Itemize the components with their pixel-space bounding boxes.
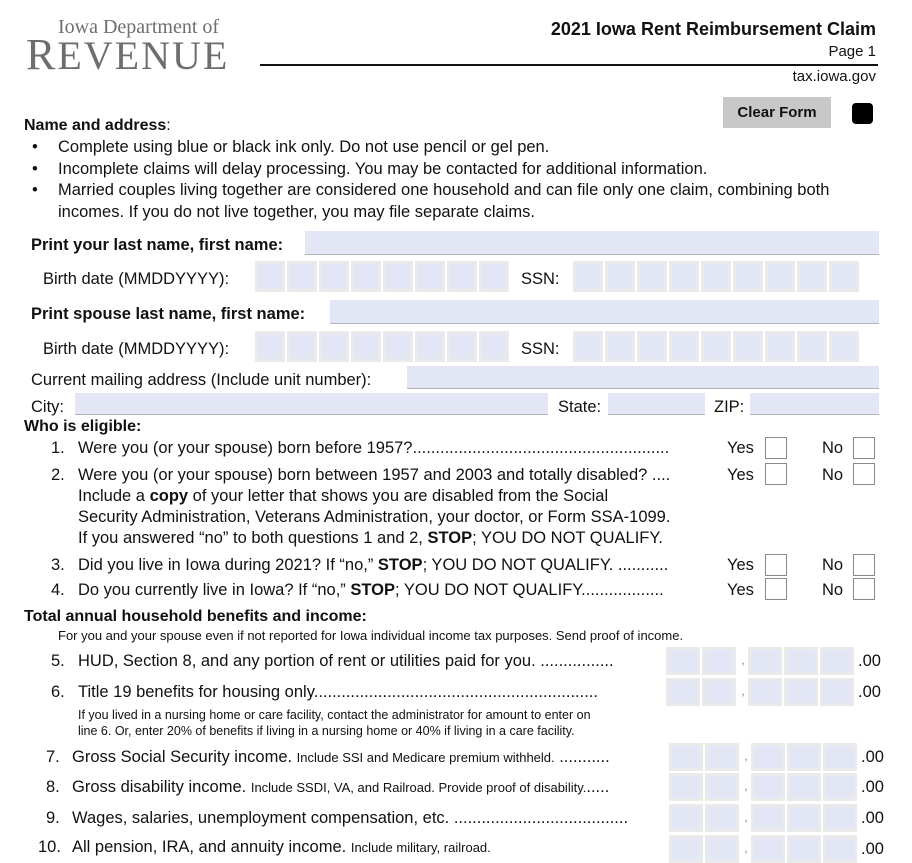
digit-box[interactable] <box>383 331 413 362</box>
amount-box[interactable] <box>702 678 736 706</box>
thousands-separator: , <box>744 781 748 793</box>
question-3-number: 3. <box>51 556 65 574</box>
city-input[interactable] <box>75 393 548 415</box>
question-2-number: 2. <box>51 466 65 484</box>
instruction-item: • Incomplete claims will delay processing. You may be contacted for additional information. <box>30 159 890 181</box>
form-title: 2021 Iowa Rent Reimbursement Claim <box>550 19 876 39</box>
question-4-yes-label: Yes <box>727 581 754 599</box>
amount-box[interactable] <box>823 835 857 863</box>
instructions-list <box>30 137 890 223</box>
eligibility-heading: Who is eligible: <box>24 418 142 435</box>
header-divider <box>260 64 878 66</box>
spouse-ssn-label: SSN: <box>521 340 560 358</box>
line-9-number: 9. <box>46 809 60 827</box>
thousands-separator: , <box>744 812 748 824</box>
digit-box[interactable] <box>829 261 859 292</box>
digit-box[interactable] <box>287 261 317 292</box>
question-1-yes-checkbox[interactable] <box>765 437 787 459</box>
amount-box[interactable] <box>669 743 703 771</box>
amount-box[interactable] <box>787 743 821 771</box>
amount-box[interactable] <box>669 835 703 863</box>
digit-box[interactable] <box>605 331 635 362</box>
amount-box[interactable] <box>669 773 703 801</box>
amount-box[interactable] <box>751 773 785 801</box>
amount-box[interactable] <box>823 743 857 771</box>
your-name-label: Print your last name, first name: <box>31 236 284 254</box>
instruction-item: • Complete using blue or black ink only. Do not use pencil or gel pen. <box>30 137 890 159</box>
line-6-amount-input[interactable] <box>666 678 881 706</box>
zip-input[interactable] <box>750 393 879 415</box>
digit-box[interactable] <box>383 261 413 292</box>
question-2-note-3: If you answered “no” to both questions 1 and 2, STOP; YOU DO NOT QUALIFY. <box>78 529 663 547</box>
city-label: City: <box>31 398 64 416</box>
digit-box[interactable] <box>479 331 509 362</box>
website-text: tax.iowa.gov <box>792 68 876 85</box>
state-label: State: <box>558 398 602 416</box>
digit-box[interactable] <box>669 261 699 292</box>
mailing-address-input[interactable] <box>407 366 879 389</box>
birth-date-input[interactable] <box>255 261 509 292</box>
question-1-no-label: No <box>822 439 844 457</box>
amount-box[interactable] <box>823 804 857 832</box>
cents-label: .00 <box>861 747 884 766</box>
question-2-no-checkbox[interactable] <box>853 463 875 485</box>
line-6-note-1: If you lived in a nursing home or care facility, contact the administrator for amount to enter on <box>78 708 591 722</box>
digit-box[interactable] <box>415 261 445 292</box>
logo-revenue-initial: R <box>26 30 58 79</box>
digit-box[interactable] <box>733 261 763 292</box>
amount-box[interactable] <box>751 804 785 832</box>
cents-label: .00 <box>861 808 884 827</box>
line-5-text: HUD, Section 8, and any portion of rent or utilities paid for you. ................ <box>78 652 614 670</box>
amount-box[interactable] <box>669 804 703 832</box>
logo-revenue-rest: EVENUE <box>57 33 230 78</box>
amount-box[interactable] <box>702 647 736 675</box>
black-square-icon[interactable] <box>852 103 873 124</box>
question-4-yes-checkbox[interactable] <box>765 578 787 600</box>
page-number: Page 1 <box>828 43 876 60</box>
question-3-text: Did you live in Iowa during 2021? If “no,” STOP; YOU DO NOT QUALIFY. ........... <box>78 556 669 574</box>
cents-label: .00 <box>858 682 881 701</box>
line-5-amount-input[interactable] <box>666 647 881 675</box>
amount-box[interactable] <box>784 647 818 675</box>
name-address-heading: Name and address: <box>24 117 171 134</box>
spouse-name-input[interactable] <box>330 300 879 324</box>
digit-box[interactable] <box>797 331 827 362</box>
question-1-text: Were you (or your spouse) born before 1957?........................................................ <box>78 439 670 457</box>
line-8-text: Gross disability income. Include SSDI, VA, and Railroad. Provide proof of disability...... <box>72 778 610 796</box>
thousands-separator: , <box>741 655 745 667</box>
line-6-text: Title 19 benefits for housing only.............................................................. <box>78 683 598 701</box>
line-7-number: 7. <box>46 748 60 766</box>
amount-box[interactable] <box>787 773 821 801</box>
amount-box[interactable] <box>787 835 821 863</box>
digit-box[interactable] <box>701 331 731 362</box>
cents-label: .00 <box>858 651 881 670</box>
amount-box[interactable] <box>705 804 739 832</box>
line-7-amount-input[interactable] <box>669 743 884 771</box>
state-input[interactable] <box>608 393 705 415</box>
income-subnote: For you and your spouse even if not reported for Iowa individual income tax purposes. Send proof of income. <box>58 628 684 643</box>
spouse-ssn-input[interactable] <box>573 331 859 362</box>
amount-box[interactable] <box>823 773 857 801</box>
birth-date-label: Birth date (MMDDYYYY): <box>43 270 230 288</box>
amount-box[interactable] <box>748 647 782 675</box>
thousands-separator: , <box>744 751 748 763</box>
question-1-yes-label: Yes <box>727 439 754 457</box>
amount-box[interactable] <box>705 835 739 863</box>
digit-box[interactable] <box>319 331 349 362</box>
digit-box[interactable] <box>573 261 603 292</box>
amount-box[interactable] <box>751 835 785 863</box>
question-4-number: 4. <box>51 581 65 599</box>
digit-box[interactable] <box>701 261 731 292</box>
thousands-separator: , <box>744 843 748 855</box>
line-9-text: Wages, salaries, unemployment compensation, etc. ...................................... <box>72 809 629 827</box>
line-8-number: 8. <box>46 778 60 796</box>
mailing-address-label: Current mailing address (Include unit number): <box>31 371 372 389</box>
question-4-no-checkbox[interactable] <box>853 578 875 600</box>
instruction-item: • Married couples living together are considered one household and can file only one claim, combining both incomes. If you do not live together, you may file separate claims. <box>30 180 870 223</box>
amount-box[interactable] <box>784 678 818 706</box>
digit-box[interactable] <box>479 261 509 292</box>
amount-box[interactable] <box>705 773 739 801</box>
logo-revenue <box>26 29 229 80</box>
line-6-number: 6. <box>51 683 65 701</box>
line-8-amount-input[interactable] <box>669 773 884 801</box>
question-2-no-label: No <box>822 466 844 484</box>
question-1-number: 1. <box>51 439 65 457</box>
zip-label: ZIP: <box>714 398 745 416</box>
digit-box[interactable] <box>733 331 763 362</box>
question-3-yes-label: Yes <box>727 556 754 574</box>
income-heading: Total annual household benefits and income: <box>24 608 367 625</box>
clear-form-button[interactable]: Clear Form <box>723 97 831 128</box>
question-4-no-label: No <box>822 581 844 599</box>
your-name-input[interactable] <box>305 231 879 255</box>
cents-label: .00 <box>861 777 884 796</box>
question-2-yes-checkbox[interactable] <box>765 463 787 485</box>
ssn-label: SSN: <box>521 270 560 288</box>
digit-box[interactable] <box>447 261 477 292</box>
logo-department-text: Iowa Department of <box>58 16 220 38</box>
amount-box[interactable] <box>820 678 854 706</box>
amount-box[interactable] <box>666 678 700 706</box>
digit-box[interactable] <box>255 261 285 292</box>
ssn-input[interactable] <box>573 261 859 292</box>
digit-box[interactable] <box>797 261 827 292</box>
digit-box[interactable] <box>829 331 859 362</box>
thousands-separator: , <box>741 686 745 698</box>
question-2-note-2: Security Administration, Veterans Administration, your doctor, or Form SSA-1099. <box>78 508 671 526</box>
digit-box[interactable] <box>573 331 603 362</box>
line-10-amount-input[interactable] <box>669 835 884 863</box>
spouse-birth-date-input[interactable] <box>255 331 509 362</box>
digit-box[interactable] <box>319 261 349 292</box>
amount-box[interactable] <box>787 804 821 832</box>
question-4-text: Do you currently live in Iowa? If “no,” STOP; YOU DO NOT QUALIFY.................. <box>78 581 664 599</box>
spouse-birth-date-label: Birth date (MMDDYYYY): <box>43 340 230 358</box>
line-10-text: All pension, IRA, and annuity income. Include military, railroad. <box>72 838 491 856</box>
cents-label: .00 <box>861 839 884 858</box>
line-7-text: Gross Social Security income. Include SSI and Medicare premium withheld. ........... <box>72 748 610 766</box>
amount-box[interactable] <box>748 678 782 706</box>
amount-box[interactable] <box>666 647 700 675</box>
digit-box[interactable] <box>447 331 477 362</box>
digit-box[interactable] <box>287 331 317 362</box>
question-3-yes-checkbox[interactable] <box>765 554 787 576</box>
line-5-number: 5. <box>51 652 65 670</box>
digit-box[interactable] <box>669 331 699 362</box>
question-2-note-1: Include a copy of your letter that shows you are disabled from the Social <box>78 487 609 505</box>
line-10-number: 10. <box>38 838 61 856</box>
question-1-no-checkbox[interactable] <box>853 437 875 459</box>
digit-box[interactable] <box>415 331 445 362</box>
amount-box[interactable] <box>820 647 854 675</box>
digit-box[interactable] <box>637 331 667 362</box>
digit-box[interactable] <box>351 261 381 292</box>
question-3-no-label: No <box>822 556 844 574</box>
digit-box[interactable] <box>637 261 667 292</box>
question-3-no-checkbox[interactable] <box>853 554 875 576</box>
question-2-text: Were you (or your spouse) born between 1957 and 2003 and totally disabled? .... <box>78 466 671 484</box>
amount-box[interactable] <box>705 743 739 771</box>
digit-box[interactable] <box>765 261 795 292</box>
digit-box[interactable] <box>605 261 635 292</box>
line-6-note-2: line 6. Or, enter 20% of benefits if living in a nursing home or 40% if living in a care facility. <box>78 724 575 738</box>
digit-box[interactable] <box>765 331 795 362</box>
digit-box[interactable] <box>255 331 285 362</box>
question-2-yes-label: Yes <box>727 466 754 484</box>
spouse-name-label: Print spouse last name, first name: <box>31 305 306 323</box>
line-9-amount-input[interactable] <box>669 804 884 832</box>
digit-box[interactable] <box>351 331 381 362</box>
amount-box[interactable] <box>751 743 785 771</box>
